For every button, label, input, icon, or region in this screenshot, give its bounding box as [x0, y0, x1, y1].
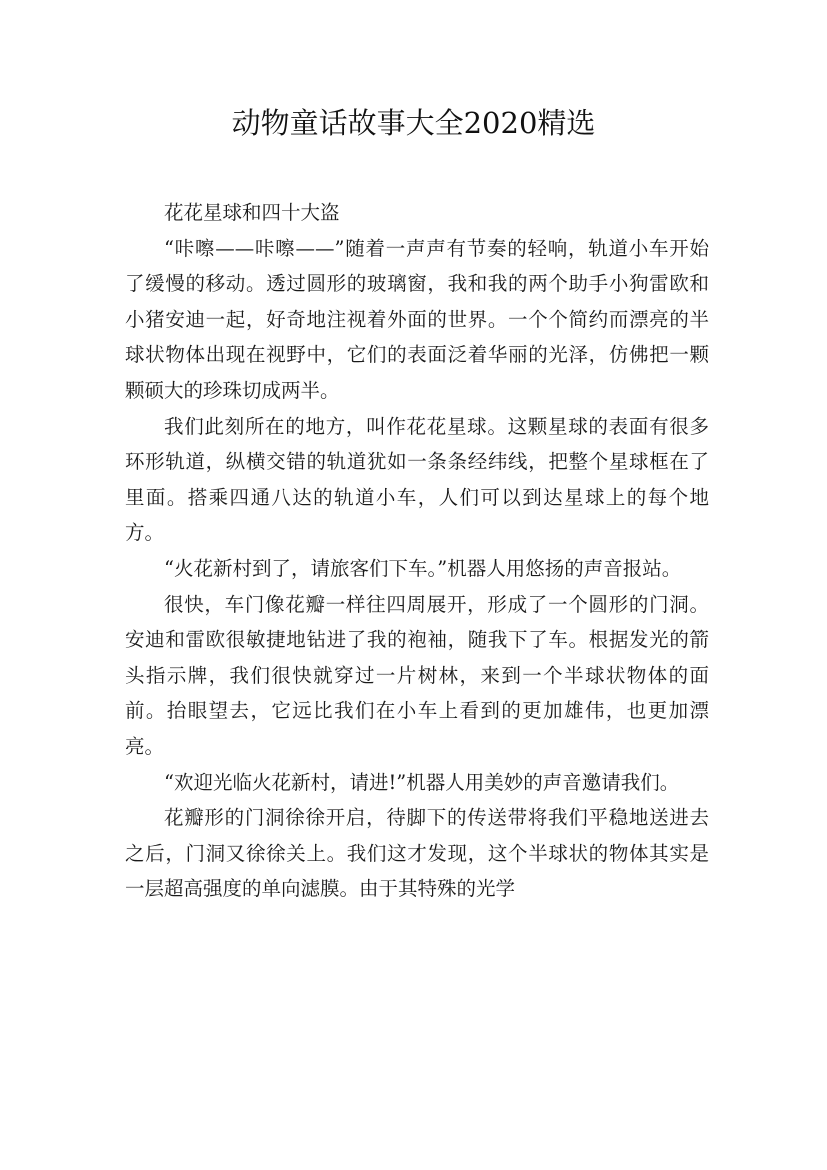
story-title-paragraph: 花花星球和四十大盗	[164, 201, 340, 224]
paragraph: “欢迎光临火花新村，请进!”机器人用美妙的声音邀请我们。	[164, 770, 680, 794]
document-title: 动物童话故事大全2020精选	[231, 106, 596, 140]
paragraph: 花瓣形的门洞徐徐开启，待脚下的传送带将我们平稳地送进去之后，门洞又徐徐关上。我们这才发现，这个半球状的物体其实是一层超高强度的单向滤膜。由于其特殊的光学	[125, 806, 709, 901]
paragraph: 很快，车门像花瓣一样往四周展开，形成了一个圆形的门洞。安迪和雷欧很敏捷地钻进了我的袍袖，随我下了车。根据发光的箭头指示牌，我们很快就穿过一片树林，来到一个半球状物体的面前。抬眼望去，它远比我们在小车上看到的更加雄伟，也更加漂亮。	[125, 592, 709, 758]
paragraph: “火花新村到了，请旅客们下车。”机器人用悠扬的声音报站。	[164, 556, 682, 580]
paragraph: “咔嚓——咔嚓——”随着一声声有节奏的轻响，轨道小车开始了缓慢的移动。透过圆形的玻璃窗，我和我的两个助手小狗雷欧和小猪安迪一起，好奇地注视着外面的世界。一个个简约而漂亮的半球状物体出现在视野中，它们的表面泛着华丽的光泽，仿佛把一颗颗硕大的珍珠切成两半。	[125, 236, 709, 402]
document-body	[125, 195, 709, 907]
paragraph: 我们此刻所在的地方，叫作花花星球。这颗星球的表面有很多环形轨道，纵横交错的轨道犹如一条条经纬线，把整个星球框在了里面。搭乘四通八达的轨道小车，人们可以到达星球上的每个地方。	[125, 414, 709, 545]
